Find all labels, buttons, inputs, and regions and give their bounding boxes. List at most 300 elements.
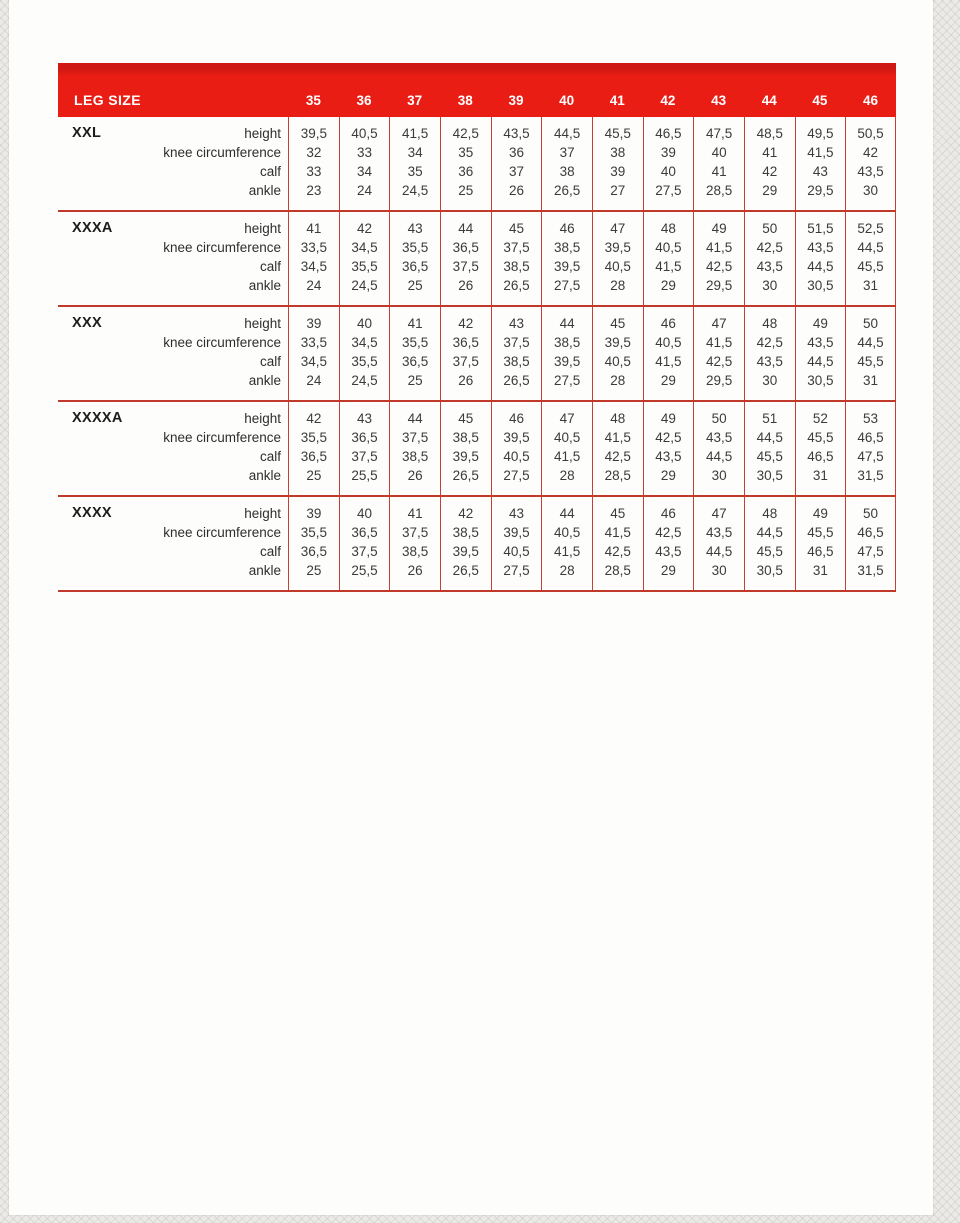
data-column-44: [744, 497, 795, 590]
value-cell: 28,5: [604, 468, 631, 483]
value-cell: 41,5: [604, 430, 631, 445]
value-cell: 45,5: [604, 126, 631, 141]
value-cell: 33,5: [300, 240, 327, 255]
value-cell: 40: [356, 506, 372, 521]
value-cell: 44,5: [705, 449, 733, 464]
data-column-46: [845, 497, 896, 590]
row-label-line: [58, 143, 288, 162]
value-cell: 44: [559, 506, 575, 521]
value-cell: 30: [762, 278, 778, 293]
value-cell: 31,5: [857, 468, 884, 483]
value-cell: 35: [407, 164, 423, 179]
value-cell: 26,5: [553, 183, 581, 198]
value-cell: 32: [306, 145, 322, 160]
value-cell: 26,5: [503, 373, 530, 388]
value-cell: 44,5: [756, 430, 783, 445]
value-cell: 42: [458, 316, 474, 331]
value-cell: 37: [559, 145, 575, 160]
row-label-line: [58, 333, 288, 352]
value-cell: 39,5: [503, 525, 530, 540]
value-cell: 45: [610, 316, 626, 331]
value-cell: 44,5: [705, 544, 733, 559]
data-column-36: [339, 307, 390, 400]
value-cell: 42: [458, 506, 474, 521]
value-cell: 49: [812, 506, 828, 521]
value-cell: 40,5: [503, 449, 530, 464]
value-cell: 47: [711, 316, 727, 331]
value-cell: 29,5: [705, 278, 733, 293]
value-cell: 39,5: [604, 335, 631, 350]
data-column-37: [389, 307, 440, 400]
value-cell: 29: [660, 468, 676, 483]
value-cell: 48: [762, 316, 778, 331]
value-cell: 40,5: [604, 259, 631, 274]
data-column-42: [643, 497, 694, 590]
value-cell: 35,5: [402, 240, 429, 255]
row-label-line: [58, 428, 288, 447]
row-label-column: [58, 307, 288, 400]
value-cell: 39,5: [553, 259, 581, 274]
value-cell: 36,5: [452, 240, 479, 255]
value-cell: 46: [508, 411, 524, 426]
value-cell: 48: [610, 411, 626, 426]
value-cell: 41,5: [655, 259, 682, 274]
data-column-41: [592, 307, 643, 400]
value-cell: 26: [458, 278, 474, 293]
row-label-line: [58, 466, 288, 485]
row-label-line: [58, 314, 288, 333]
row-label-column: [58, 402, 288, 495]
row-label-line: [58, 124, 288, 143]
table-body: [58, 117, 896, 592]
data-column-41: [592, 117, 643, 210]
measurement-label: calf: [259, 164, 281, 179]
data-column-45: [795, 117, 846, 210]
value-cell: 49: [711, 221, 727, 236]
value-cell: 50: [711, 411, 727, 426]
row-label-line: [58, 561, 288, 580]
value-cell: 38,5: [452, 430, 479, 445]
data-column-40: [541, 497, 592, 590]
measurement-label: ankle: [248, 278, 281, 293]
value-cell: 43,5: [705, 525, 733, 540]
data-column-37: [389, 497, 440, 590]
value-cell: 45,5: [807, 430, 834, 445]
data-column-45: [795, 307, 846, 400]
value-cell: 46,5: [807, 449, 834, 464]
value-cell: 27: [610, 183, 626, 198]
data-column-35: [288, 402, 339, 495]
size-label: XXXX: [72, 505, 112, 521]
value-cell: 42,5: [655, 430, 682, 445]
leg-size-table: [58, 63, 896, 592]
value-cell: 29,5: [705, 373, 733, 388]
value-cell: 38,5: [402, 449, 429, 464]
measurement-label: knee circumference: [163, 430, 281, 445]
value-cell: 43,5: [756, 259, 783, 274]
value-cell: 30,5: [807, 278, 834, 293]
value-cell: 43: [508, 316, 524, 331]
value-cell: 49: [812, 316, 828, 331]
value-cell: 24: [306, 278, 322, 293]
data-column-42: [643, 117, 694, 210]
value-cell: 37: [508, 164, 524, 179]
data-column-37: [389, 117, 440, 210]
value-cell: 43,5: [655, 544, 682, 559]
value-cell: 39: [660, 145, 676, 160]
measurement-label: ankle: [248, 563, 281, 578]
value-cell: 41: [306, 221, 322, 236]
value-cell: 34,5: [351, 335, 378, 350]
value-cell: 40: [660, 164, 676, 179]
value-cell: 40,5: [503, 544, 530, 559]
data-column-39: [491, 212, 542, 305]
data-column-38: [440, 402, 491, 495]
row-label-line: [58, 257, 288, 276]
value-cell: 40: [356, 316, 372, 331]
value-cell: 30: [762, 373, 778, 388]
value-cell: 36: [458, 164, 474, 179]
value-cell: 24: [306, 373, 322, 388]
value-cell: 37,5: [503, 335, 530, 350]
value-cell: 30: [711, 468, 727, 483]
data-column-45: [795, 212, 846, 305]
value-cell: 28: [559, 468, 575, 483]
value-cell: 28,5: [604, 563, 631, 578]
value-cell: 46: [660, 506, 676, 521]
row-label-line: [58, 276, 288, 295]
value-cell: 42,5: [756, 240, 783, 255]
value-cell: 40,5: [351, 126, 378, 141]
column-header-39: 39: [508, 93, 524, 108]
value-cell: 31: [812, 468, 828, 483]
value-cell: 45,5: [756, 544, 783, 559]
table-header-bar: [58, 63, 896, 117]
data-column-46: [845, 212, 896, 305]
size-label: XXXXA: [72, 410, 123, 426]
value-cell: 37,5: [452, 354, 479, 369]
data-column-43: [693, 402, 744, 495]
value-cell: 26: [407, 563, 423, 578]
data-column-40: [541, 212, 592, 305]
value-cell: 38,5: [503, 259, 530, 274]
measurement-label: height: [244, 126, 281, 141]
value-cell: 47: [559, 411, 575, 426]
value-cell: 26: [407, 468, 423, 483]
value-cell: 40,5: [655, 240, 682, 255]
value-cell: 31,5: [857, 563, 884, 578]
value-cell: 38: [610, 145, 626, 160]
value-cell: 40: [711, 145, 727, 160]
value-cell: 38,5: [553, 240, 581, 255]
data-column-44: [744, 307, 795, 400]
value-cell: 30,5: [756, 563, 783, 578]
data-column-35: [288, 307, 339, 400]
value-cell: 42,5: [705, 354, 733, 369]
value-cell: 37,5: [351, 449, 378, 464]
value-cell: 43: [407, 221, 423, 236]
value-cell: 25: [407, 278, 423, 293]
value-cell: 42,5: [756, 335, 783, 350]
row-label-line: [58, 238, 288, 257]
value-cell: 36,5: [300, 449, 327, 464]
value-cell: 24,5: [351, 373, 378, 388]
measurement-label: calf: [259, 544, 281, 559]
data-column-41: [592, 497, 643, 590]
value-cell: 30: [711, 563, 727, 578]
value-cell: 26,5: [452, 563, 479, 578]
value-cell: 28: [559, 563, 575, 578]
value-cell: 37,5: [503, 240, 530, 255]
column-header-45: 45: [812, 93, 828, 108]
value-cell: 29: [660, 563, 676, 578]
value-cell: 26: [508, 183, 524, 198]
data-column-38: [440, 117, 491, 210]
value-cell: 45,5: [857, 354, 884, 369]
value-cell: 34,5: [300, 259, 327, 274]
size-block-xxx: [58, 307, 896, 402]
value-cell: 36,5: [300, 544, 327, 559]
value-cell: 37,5: [351, 544, 378, 559]
value-cell: 50: [863, 506, 879, 521]
size-label: XXXA: [72, 220, 113, 236]
value-cell: 49,5: [807, 126, 834, 141]
value-cell: 43: [812, 164, 828, 179]
data-column-35: [288, 117, 339, 210]
value-cell: 47,5: [857, 544, 884, 559]
measurement-label: knee circumference: [163, 335, 281, 350]
column-header-43: 43: [711, 93, 727, 108]
column-header-42: 42: [660, 93, 676, 108]
value-cell: 35,5: [300, 525, 327, 540]
value-cell: 47: [610, 221, 626, 236]
value-cell: 29: [660, 373, 676, 388]
value-cell: 43,5: [857, 164, 884, 179]
value-cell: 44,5: [857, 335, 884, 350]
value-cell: 52: [812, 411, 828, 426]
value-cell: 44,5: [807, 259, 834, 274]
value-cell: 42,5: [604, 449, 631, 464]
row-label-line: [58, 181, 288, 200]
data-column-46: [845, 402, 896, 495]
value-cell: 39: [306, 506, 322, 521]
column-header-46: 46: [863, 93, 879, 108]
value-cell: 24: [356, 183, 372, 198]
value-cell: 24,5: [351, 278, 378, 293]
value-cell: 41,5: [553, 544, 581, 559]
value-cell: 34: [407, 145, 423, 160]
data-column-38: [440, 307, 491, 400]
value-cell: 29: [762, 183, 778, 198]
value-cell: 35,5: [402, 335, 429, 350]
value-cell: 50: [863, 316, 879, 331]
value-cell: 48: [660, 221, 676, 236]
value-cell: 36: [508, 145, 524, 160]
value-cell: 36,5: [402, 354, 429, 369]
value-cell: 41,5: [655, 354, 682, 369]
data-column-37: [389, 212, 440, 305]
value-cell: 27,5: [553, 373, 581, 388]
value-cell: 42,5: [705, 259, 733, 274]
value-cell: 42: [762, 164, 778, 179]
value-cell: 42,5: [655, 525, 682, 540]
value-cell: 36,5: [452, 335, 479, 350]
value-cell: 42: [356, 221, 372, 236]
value-cell: 39,5: [452, 449, 479, 464]
data-column-43: [693, 117, 744, 210]
measurement-label: knee circumference: [163, 240, 281, 255]
value-cell: 46: [660, 316, 676, 331]
value-cell: 44: [559, 316, 575, 331]
value-cell: 43,5: [807, 335, 834, 350]
data-column-39: [491, 402, 542, 495]
row-label-line: [58, 447, 288, 466]
value-cell: 34: [356, 164, 372, 179]
value-cell: 35,5: [351, 259, 378, 274]
value-cell: 46,5: [807, 544, 834, 559]
data-column-45: [795, 497, 846, 590]
column-header-37: 37: [407, 93, 423, 108]
value-cell: 45,5: [857, 259, 884, 274]
measurement-label: ankle: [248, 468, 281, 483]
value-cell: 50: [762, 221, 778, 236]
value-cell: 41,5: [604, 525, 631, 540]
value-cell: 37,5: [452, 259, 479, 274]
value-cell: 43,5: [503, 126, 530, 141]
value-cell: 34,5: [300, 354, 327, 369]
value-cell: 36,5: [402, 259, 429, 274]
size-label: XXL: [72, 125, 102, 141]
value-cell: 44,5: [857, 240, 884, 255]
value-cell: 36,5: [351, 430, 378, 445]
data-column-35: [288, 497, 339, 590]
data-column-40: [541, 307, 592, 400]
value-cell: 47: [711, 506, 727, 521]
value-cell: 41,5: [402, 126, 429, 141]
row-label-line: [58, 162, 288, 181]
data-column-42: [643, 212, 694, 305]
value-cell: 46,5: [857, 430, 884, 445]
row-label-column: [58, 212, 288, 305]
value-cell: 42: [863, 145, 879, 160]
data-column-46: [845, 117, 896, 210]
value-cell: 46: [559, 221, 575, 236]
value-cell: 36,5: [351, 525, 378, 540]
value-cell: 40,5: [553, 525, 581, 540]
value-cell: 40,5: [604, 354, 631, 369]
value-cell: 45: [458, 411, 474, 426]
value-cell: 29: [660, 278, 676, 293]
column-header-35: 35: [305, 93, 321, 108]
value-cell: 51,5: [807, 221, 834, 236]
value-cell: 39,5: [553, 354, 581, 369]
data-column-36: [339, 497, 390, 590]
size-block-xxl: [58, 117, 896, 212]
value-cell: 38: [559, 164, 575, 179]
value-cell: 41,5: [705, 335, 733, 350]
value-cell: 44: [458, 221, 474, 236]
row-label-column: [58, 497, 288, 590]
row-label-column: [58, 117, 288, 210]
value-cell: 25: [306, 563, 322, 578]
measurement-label: ankle: [248, 373, 281, 388]
value-cell: 40,5: [655, 335, 682, 350]
value-cell: 33: [306, 164, 322, 179]
measurement-label: height: [244, 506, 281, 521]
value-cell: 37,5: [402, 525, 429, 540]
row-label-line: [58, 371, 288, 390]
data-column-35: [288, 212, 339, 305]
data-column-39: [491, 117, 542, 210]
measurement-label: knee circumference: [163, 525, 281, 540]
value-cell: 35,5: [351, 354, 378, 369]
value-cell: 27,5: [503, 468, 530, 483]
row-label-line: [58, 504, 288, 523]
value-cell: 39,5: [300, 126, 327, 141]
value-cell: 41: [762, 145, 778, 160]
value-cell: 26,5: [503, 278, 530, 293]
value-cell: 25,5: [351, 563, 378, 578]
value-cell: 52,5: [857, 221, 884, 236]
value-cell: 41,5: [705, 240, 733, 255]
value-cell: 41,5: [807, 145, 834, 160]
data-column-43: [693, 497, 744, 590]
column-header-36: 36: [356, 93, 372, 108]
data-column-36: [339, 402, 390, 495]
value-cell: 28,5: [705, 183, 733, 198]
value-cell: 23: [306, 183, 322, 198]
value-cell: 45,5: [807, 525, 834, 540]
value-cell: 43: [508, 506, 524, 521]
value-cell: 33: [356, 145, 372, 160]
value-cell: 42,5: [604, 544, 631, 559]
data-column-38: [440, 212, 491, 305]
data-column-41: [592, 402, 643, 495]
value-cell: 28: [610, 278, 626, 293]
value-cell: 45: [508, 221, 524, 236]
row-label-line: [58, 219, 288, 238]
value-cell: 31: [812, 563, 828, 578]
data-column-40: [541, 402, 592, 495]
data-column-42: [643, 307, 694, 400]
value-cell: 31: [863, 373, 879, 388]
measurement-label: calf: [259, 449, 281, 464]
row-label-line: [58, 542, 288, 561]
value-cell: 43: [356, 411, 372, 426]
value-cell: 39: [306, 316, 322, 331]
data-column-38: [440, 497, 491, 590]
value-cell: 34,5: [351, 240, 378, 255]
value-cell: 30,5: [756, 468, 783, 483]
row-label-line: [58, 523, 288, 542]
value-cell: 27,5: [655, 183, 682, 198]
value-cell: 28: [610, 373, 626, 388]
value-cell: 47,5: [705, 126, 733, 141]
value-cell: 24,5: [402, 183, 429, 198]
value-cell: 30,5: [807, 373, 834, 388]
value-cell: 31: [863, 278, 879, 293]
size-block-xxxxa: [58, 402, 896, 497]
data-column-39: [491, 497, 542, 590]
value-cell: 51: [762, 411, 778, 426]
data-column-43: [693, 307, 744, 400]
value-cell: 41: [407, 316, 423, 331]
value-cell: 41: [407, 506, 423, 521]
value-cell: 48,5: [756, 126, 783, 141]
data-column-44: [744, 212, 795, 305]
size-block-xxxa: [58, 212, 896, 307]
value-cell: 46,5: [655, 126, 682, 141]
